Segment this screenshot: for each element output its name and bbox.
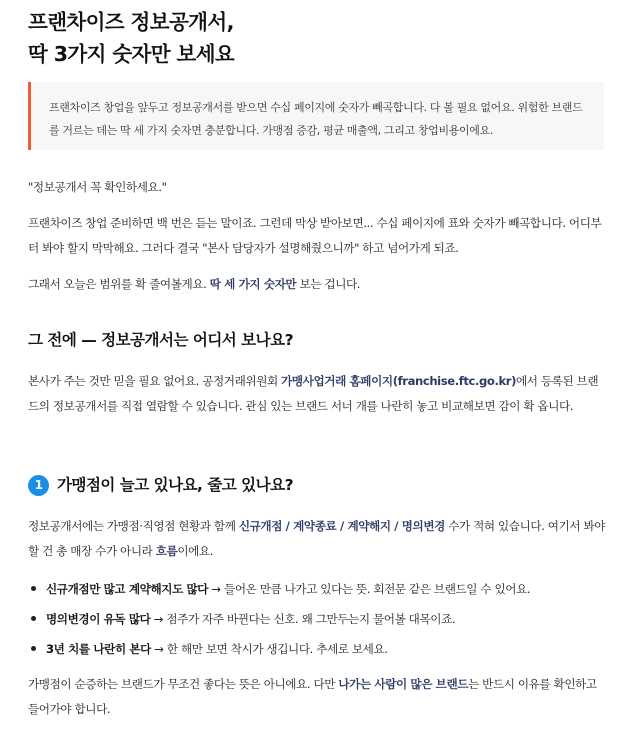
intro-paragraph-1: 프랜차이즈 창업 준비하면 백 번은 듣는 말이죠. 그런데 막상 받아보면... 수십 페이지에 표와 숫자가 빼곡합니다. 어디부터 봐야 할지 막막해요. 그러다 결국 "본사 담당자가 설명해줬으니까" 하고 넘어가게 되죠.: [28, 216, 602, 255]
bullet-item: [28, 634, 618, 664]
arrow-icon: →: [211, 582, 221, 596]
section-one-intro: [28, 514, 608, 563]
section-where-heading: 그 전에 — 정보공개서는 어디서 보나요?: [28, 331, 294, 349]
section-where-paragraph: [28, 369, 608, 418]
s1-intro-after: 이에요.: [177, 543, 214, 558]
bullet-text: 들어온 만큼 나가고 있다는 뜻. 회전문 같은 브랜드일 수 있어요.: [220, 582, 531, 596]
closing-after: 는 반드시 이유를 확인하고 들어가야 합니다.: [28, 677, 597, 716]
intro-quote: "정보공개서 꼭 확인하세요.": [28, 180, 167, 194]
intro-paragraph-2: [28, 272, 608, 297]
arrow-icon: →: [154, 642, 164, 656]
closing-before: 가맹점이 순증하는 브랜드가 무조건 좋다는 뜻은 아니에요. 다만: [28, 677, 339, 691]
number-one-badge: 1: [28, 475, 49, 496]
bullet-bold: 신규개점만 많고 계약해지도 많다: [46, 582, 209, 596]
closing-highlight: 나가는 사람이 많은 브랜드: [338, 677, 469, 691]
s1-intro-before: 정보공개서에는 가맹점·직영점 현황과 함께: [28, 519, 239, 533]
section-one-heading: [28, 473, 293, 497]
section-one-heading-text: 가맹점이 늘고 있나요, 줄고 있나요?: [57, 476, 294, 494]
section-one-closing: [28, 672, 608, 721]
title-line-2: 딱 3가지 숫자만 보세요: [28, 42, 235, 66]
s1-intro-mid: 수가 적혀 있습니다. 여기서 봐야 할 건 총 매장 수가 아니라: [28, 519, 606, 558]
section-one-bullet-list: [28, 574, 618, 664]
s1-intro-highlight-flow: 흐름: [155, 543, 178, 558]
callout-text: 프랜차이즈 창업을 앞두고 정보공개서를 받으면 수십 페이지에 숫자가 빼곡합니다. 다 볼 필요 없어요. 위험한 브랜드를 거르는 데는 딱 세 가지 숫자면 충분합니다. 가맹점 증감, 평균 매출액, 그리고 창업비용이에요.: [49, 101, 583, 137]
bullet-item: [28, 574, 618, 604]
para2-highlight: 딱 세 가지 숫자만: [209, 277, 297, 291]
where-text-before: 본사가 주는 것만 믿을 필요 없어요. 공정거래위원회: [28, 374, 282, 388]
bullet-item: [28, 604, 618, 634]
para2-text-after: 보는 겁니다.: [296, 277, 361, 291]
para2-text-before: 그래서 오늘은 범위를 확 줄여볼게요.: [28, 277, 210, 291]
bullet-text: 점주가 자주 바뀐다는 신호. 왜 그만두는지 물어볼 대목이죠.: [163, 612, 456, 626]
page-title: [28, 6, 618, 70]
bullet-bold: 명의변경이 유독 많다: [46, 612, 151, 626]
arrow-icon: →: [153, 612, 164, 626]
where-text-after: 에서 등록된 브랜드의 정보공개서를 직접 열람할 수 있습니다. 관심 있는 브랜드 서너 개를 나란히 놓고 비교해보면 감이 확 옵니다.: [28, 374, 599, 413]
s1-intro-highlight: 신규개점 / 계약종료 / 계약해지 / 명의변경: [238, 519, 445, 533]
bullet-bold: 3년 치를 나란히 본다: [46, 642, 151, 656]
summary-callout: [28, 82, 604, 150]
bullet-text: 한 해만 보면 착시가 생깁니다. 추세로 보세요.: [163, 642, 388, 656]
ftc-site-highlight: 가맹사업거래 홈페이지(franchise.ftc.go.kr): [281, 374, 516, 388]
title-line-1: 프랜차이즈 정보공개서,: [28, 10, 234, 34]
